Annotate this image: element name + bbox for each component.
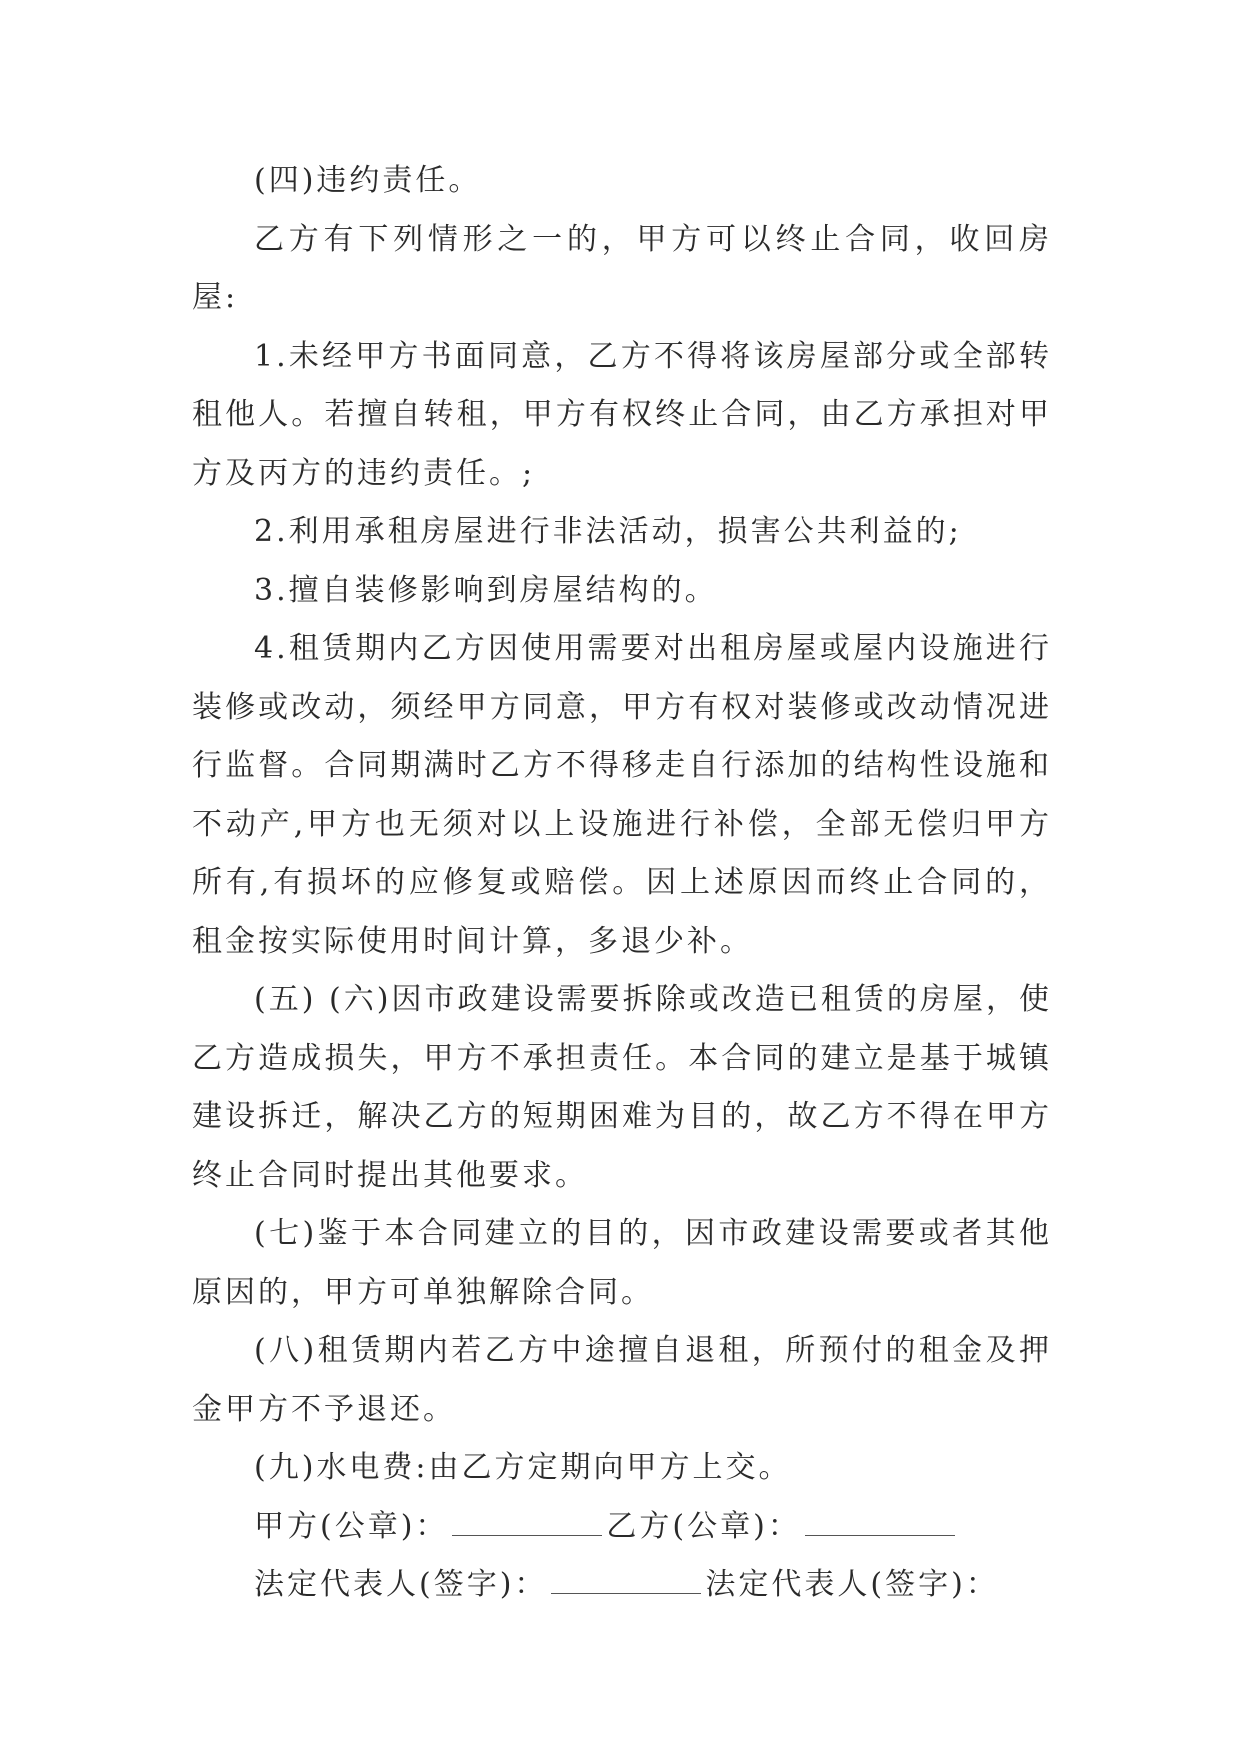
party-b-rep-label: 法定代表人(签字)：: [705, 1567, 999, 1602]
paragraph-item-3: 3.擅自装修影响到房屋结构的。: [254, 572, 718, 608]
paragraph-item-4: 4.租赁期内乙方因使用需要对出租房屋或屋内设施进行装修或改动，须经甲方同意，甲方有权对装修或改动情况进行监督。合同期满时乙方不得移走自行添加的结构性设施和不动产,甲方也无须对以上设施进行补偿，全部无偿归甲方所有,有损坏的应修复或赔偿。因上述原因而终止合同的，租金按实际使用时间计算，多退少补。: [192, 631, 1052, 959]
party-b-seal-blank[interactable]: [805, 1534, 955, 1536]
paragraph-termination-intro: 乙方有下列情形之一的，甲方可以终止合同，收回房屋:: [192, 221, 1052, 315]
paragraph-clause-5-6: (五) (六)因市政建设需要拆除或改造已租赁的房屋，使乙方造成损失，甲方不承担责任。本合同的建立是基于城镇建设拆迁，解决乙方的短期困难为目的，故乙方不得在甲方终止合同时提出其他要求。: [192, 982, 1052, 1193]
party-b-seal-label: 乙方(公章)：: [606, 1508, 801, 1544]
signature-rep-line: [192, 1556, 1052, 1615]
party-a-seal-blank[interactable]: [452, 1534, 602, 1536]
document-body: [192, 152, 1052, 1615]
paragraph-clause-8: (八)租赁期内若乙方中途擅自退租，所预付的租金及押金甲方不予退还。: [192, 1333, 1052, 1427]
paragraph-item-1: 1.未经甲方书面同意，乙方不得将该房屋部分或全部转租他人。若擅自转租，甲方有权终止合同，由乙方承担对甲方及丙方的违约责任。;: [192, 338, 1052, 491]
paragraph-item-2: 2.利用承租房屋进行非法活动，损害公共利益的;: [254, 514, 962, 549]
party-a-rep-label: 法定代表人(签字)：: [254, 1567, 548, 1602]
party-a-seal-label: 甲方(公章)：: [254, 1508, 449, 1544]
paragraph-clause-7: (七)鉴于本合同建立的目的，因市政建设需要或者其他原因的，甲方可单独解除合同。: [192, 1216, 1052, 1310]
paragraph-breach-heading: (四)违约责任。: [254, 163, 482, 198]
paragraph-clause-9: (九)水电费:由乙方定期向甲方上交。: [254, 1450, 792, 1485]
party-a-rep-blank[interactable]: [551, 1592, 701, 1594]
signature-seal-line: [192, 1498, 1052, 1557]
